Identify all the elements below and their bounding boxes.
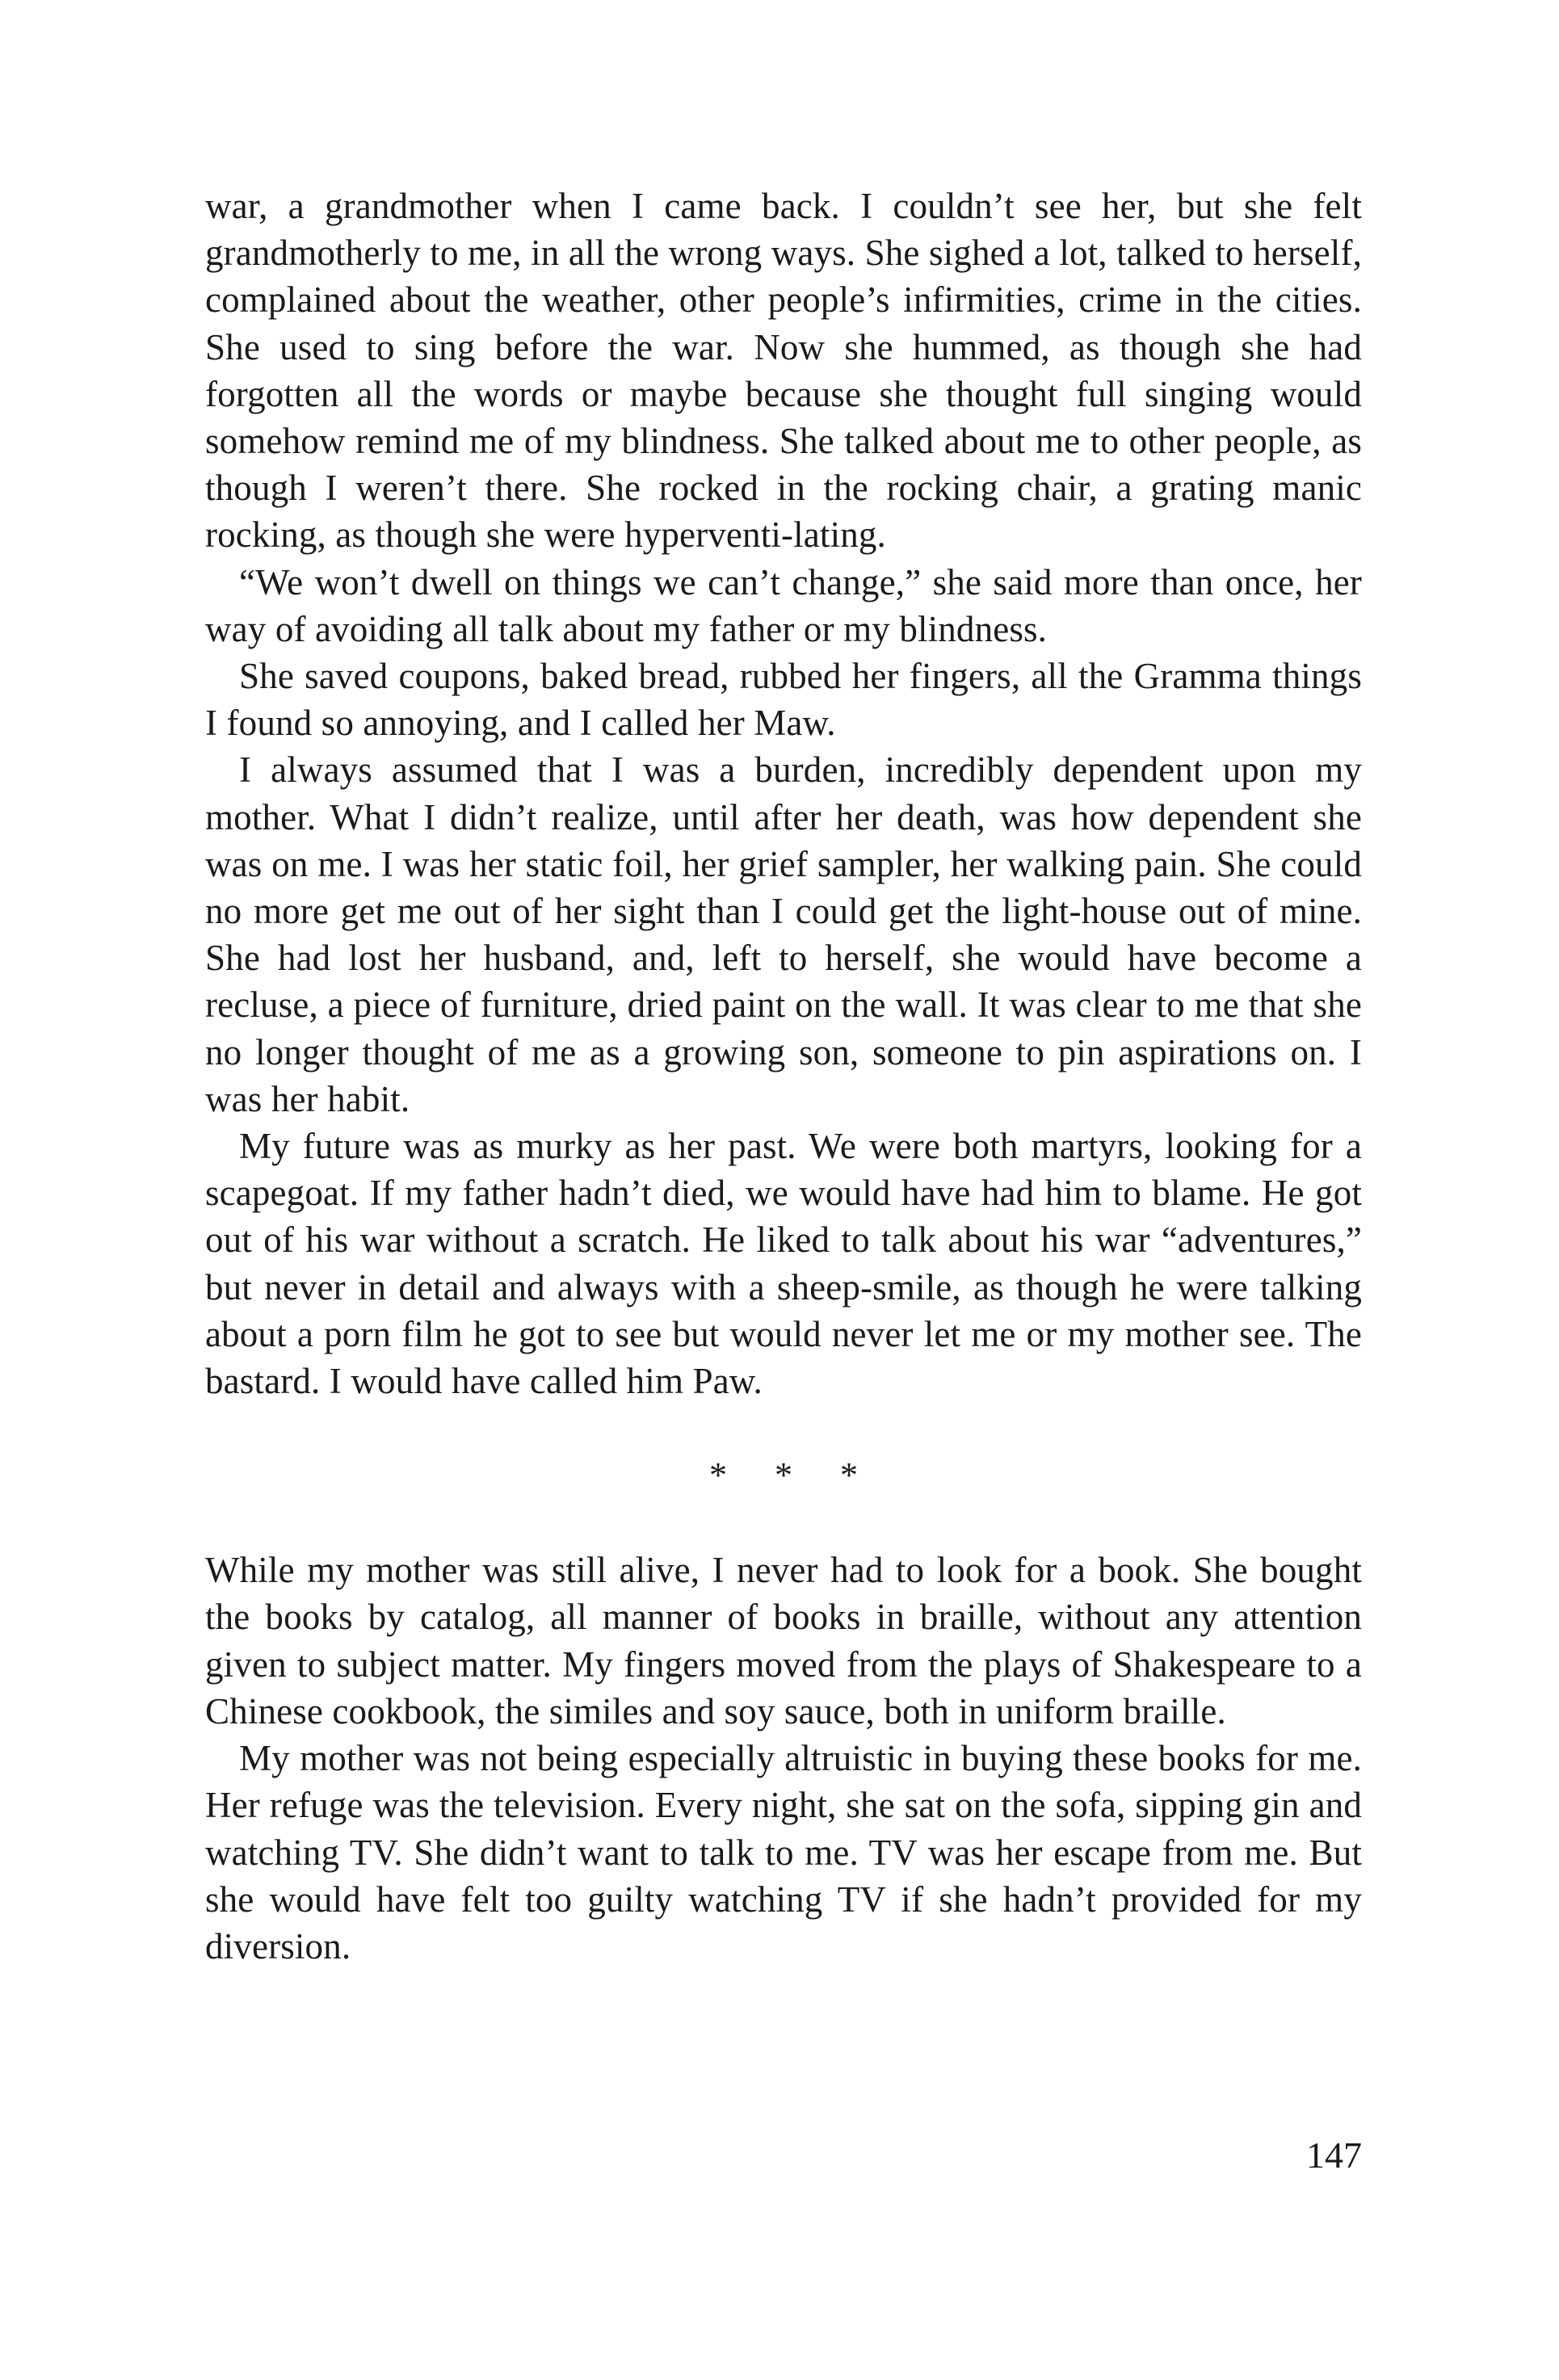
paragraph-future: My future was as murky as her past. We were both martyrs, looking for a scapegoat. If my father hadn’t died, we would have had him to blame. He got out of his war without a scratch. He liked to talk about his war “adventures,” but never in detail and always with a sheep-smile, as though he were talking about a porn film he got to see but would never let me or my mother see. The bastard. I would have called him Paw. xyxy=(205,1126,1362,1402)
page-number: 147 xyxy=(1306,2134,1362,2176)
page-body xyxy=(205,183,1362,1970)
paragraph-continued: war, a grandmother when I came back. I couldn’t see her, but she felt grandmotherly to me, in all the wrong ways. She sighed a lot, talked to herself, complained about the weather, other people’s infirmities, crime in the cities. She used to sing before the war. Now she hummed, as though she had forgotten all the words or maybe because she thought full singing would somehow remind me of my blindness. She talked about me to other people, as though I weren’t there. She rocked in the rocking chair, a grating manic rocking, as though she were hyperventi-lating. xyxy=(205,186,1362,556)
section-break-asterisk: * xyxy=(840,1455,858,1496)
paragraph-coupons: She saved coupons, baked bread, rubbed her fingers, all the Gramma things I found so annoying, and I called her Maw. xyxy=(205,656,1362,744)
section-break-asterisk: * xyxy=(775,1455,792,1496)
section-break xyxy=(205,1452,1362,1499)
paragraph-television: My mother was not being especially altruistic in buying these books for me. Her refuge was the television. Every night, she sat on the sofa, sipping gin and watching TV. She didn’t want to talk to me. TV was her escape from me. But she would have felt too guilty watching TV if she hadn’t provided for my diversion. xyxy=(205,1738,1362,1967)
section-break-asterisk: * xyxy=(709,1455,727,1496)
paragraph-dwell-quote: “We won’t dwell on things we can’t change,” she said more than once, her way of avoiding all talk about my father or my blindness. xyxy=(205,561,1362,649)
paragraph-burden: I always assumed that I was a burden, incredibly dependent upon my mother. What I didn’t realize, until after her death, was how dependent she was on me. I was her static foil, her grief sampler, her walking pain. She could no more get me out of her sight than I could get the light-house out of mine. She had lost her husband, and, left to herself, she would have become a recluse, a piece of furniture, dried paint on the wall. It was clear to me that she no longer thought of me as a growing son, someone to pin aspirations on. I was her habit. xyxy=(205,749,1362,1119)
paragraph-books: While my mother was still alive, I never had to look for a book. She bought the books by catalog, all manner of books in braille, without any attention given to subject matter. My fingers moved from the plays of Shakespeare to a Chinese cookbook, the similes and soy sauce, both in uniform braille. xyxy=(205,1550,1362,1731)
